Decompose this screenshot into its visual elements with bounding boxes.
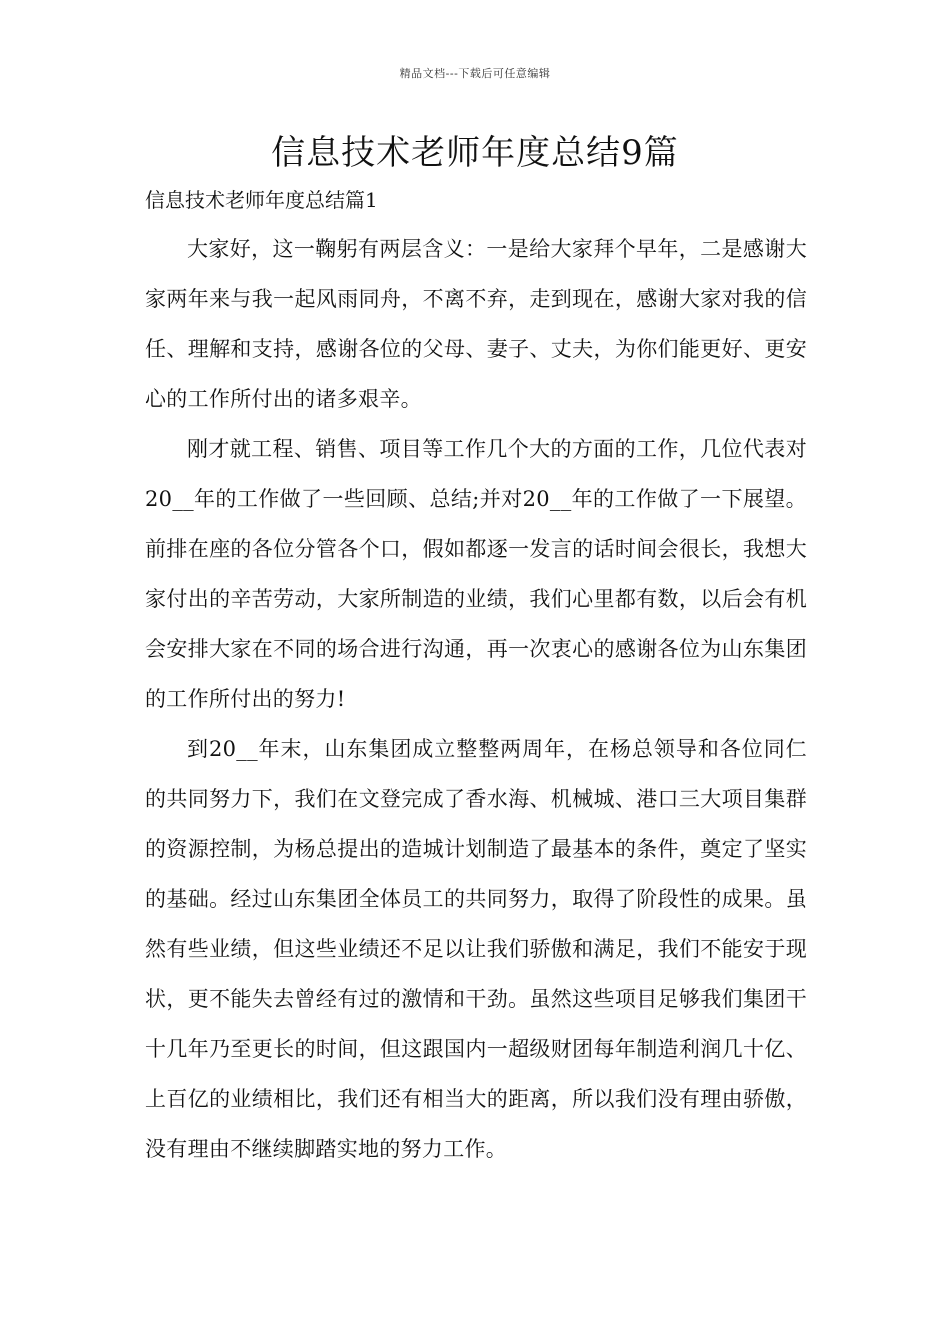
body-text bbox=[145, 224, 807, 1174]
section-heading: 信息技术老师年度总结篇1 bbox=[145, 188, 378, 212]
paragraph-2: 刚才就工程、销售、项目等工作几个大的方面的工作，几位代表对20__年的工作做了一些回顾、总结;并对20__年的工作做了一下展望。前排在座的各位分管各个口，假如都逐一发言的话时间会很长，我想大家付出的辛苦劳动，大家所制造的业绩，我们心里都有数，以后会有机会安排大家在不同的场合进行沟通，再一次衷心的感谢各位为山东集团的工作所付出的努力! bbox=[145, 437, 807, 711]
paragraph-1: 大家好，这一鞠躬有两层含义：一是给大家拜个早年，二是感谢大家两年来与我一起风雨同舟，不离不弃，走到现在，感谢大家对我的信任、理解和支持，感谢各位的父母、妻子、丈夫，为你们能更好、更安心的工作所付出的诸多艰辛。 bbox=[145, 237, 807, 411]
paragraph-3: 到20__年末，山东集团成立整整两周年，在杨总领导和各位同仁的共同努力下，我们在文登完成了香水海、机械城、港口三大项目集群的资源控制，为杨总提出的造城计划制造了最基本的条件，奠定了坚实的基础。经过山东集团全体员工的共同努力，取得了阶段性的成果。虽然有些业绩，但这些业绩还不足以让我们骄傲和满足，我们不能安于现状，更不能失去曾经有过的激情和干劲。虽然这些项目足够我们集团干十几年乃至更长的时间，但这跟国内一超级财团每年制造利润几十亿、上百亿的业绩相比，我们还有相当大的距离，所以我们没有理由骄傲，没有理由不继续脚踏实地的努力工作。 bbox=[145, 737, 807, 1161]
header-note: 精品文档---下载后可任意编辑 bbox=[399, 67, 551, 80]
document-title: 信息技术老师年度总结9篇 bbox=[271, 133, 679, 173]
